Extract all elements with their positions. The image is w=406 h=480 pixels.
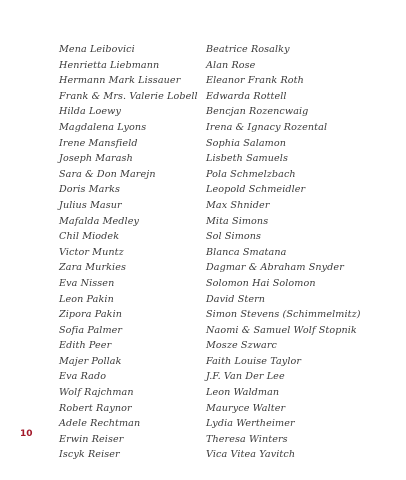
name-entry: Sara & Don Marejn: [59, 168, 156, 180]
name-entry: Zara Murkies: [59, 262, 127, 274]
name-entry: Irene Mansfield: [59, 137, 138, 149]
name-entry: Sol Simons: [206, 231, 262, 243]
names-column-left: [59, 42, 198, 463]
name-entry: Pola Schmelzbach: [206, 168, 296, 180]
name-entry: Beatrice Rosalky: [206, 44, 290, 55]
name-entry: Bencjan Rozencwaig: [206, 106, 309, 118]
name-entry: Lisbeth Samuels: [206, 153, 289, 165]
name-entry: Robert Raynor: [59, 402, 132, 414]
name-entry: Henrietta Liebmann: [59, 59, 160, 71]
name-entry: Joseph Marash: [59, 153, 133, 165]
name-entry: Mauryce Walter: [206, 402, 286, 414]
name-entry: Leon Pakin: [59, 293, 114, 305]
page-number: 10: [20, 429, 33, 439]
name-entry: Eleanor Frank Roth: [206, 75, 304, 87]
name-entry: Simon Stevens (Schimmelmitz): [206, 309, 361, 321]
name-entry: Mosze Szwarc: [206, 340, 278, 352]
name-entry: Sofia Palmer: [59, 324, 123, 336]
name-entry: Eva Rado: [59, 371, 107, 383]
name-entry: David Stern: [206, 293, 266, 305]
name-entry: Magdalena Lyons: [59, 121, 147, 133]
name-entry: Lydia Wertheimer: [206, 418, 295, 430]
name-entry: Majer Pollak: [59, 355, 122, 367]
name-entry: J.F. Van Der Lee: [206, 371, 285, 383]
name-entry: Edith Peer: [59, 340, 112, 352]
name-entry: Max Shnider: [206, 199, 270, 211]
name-entry: Eva Nissen: [59, 277, 115, 289]
name-entry: Hilda Loewy: [59, 106, 121, 118]
name-entry: Leon Waldman: [206, 387, 280, 399]
name-entry: Iscyk Reiser: [59, 449, 120, 461]
name-entry: Frank & Mrs. Valerie Lobell: [59, 90, 198, 102]
name-entry: Mena Leibovici: [59, 44, 135, 55]
name-entry: Blanca Smatana: [206, 246, 287, 258]
name-entry: Edwarda Rottell: [206, 90, 287, 102]
name-entry: Mafalda Medley: [59, 215, 140, 227]
name-entry: Doris Marks: [59, 184, 121, 196]
name-entry: Mita Simons: [206, 215, 269, 227]
name-entry: Theresa Winters: [206, 433, 288, 445]
name-entry: Dagmar & Abraham Snyder: [206, 262, 344, 274]
name-entry: Zipora Pakin: [59, 309, 123, 321]
names-column-right: [206, 42, 361, 463]
name-entry: Chil Miodek: [59, 231, 120, 243]
name-entry: Erwin Reiser: [59, 433, 124, 445]
name-entry: Adele Rechtman: [59, 418, 141, 430]
name-entry: Faith Louise Taylor: [206, 355, 302, 367]
name-entry: Naomi & Samuel Wolf Stopnik: [206, 324, 357, 336]
name-entry: Wolf Rajchman: [59, 387, 134, 399]
name-entry: Vica Vitea Yavitch: [206, 449, 296, 461]
name-entry: Solomon Hai Solomon: [206, 277, 316, 289]
name-entry: Julius Masur: [59, 199, 122, 211]
name-entry: Victor Muntz: [59, 246, 124, 258]
name-entry: Hermann Mark Lissauer: [59, 75, 181, 87]
name-entry: Irena & Ignacy Rozental: [206, 121, 328, 133]
name-entry: Leopold Schmeidler: [206, 184, 306, 196]
name-entry: Sophia Salamon: [206, 137, 287, 149]
name-entry: Alan Rose: [206, 59, 256, 71]
